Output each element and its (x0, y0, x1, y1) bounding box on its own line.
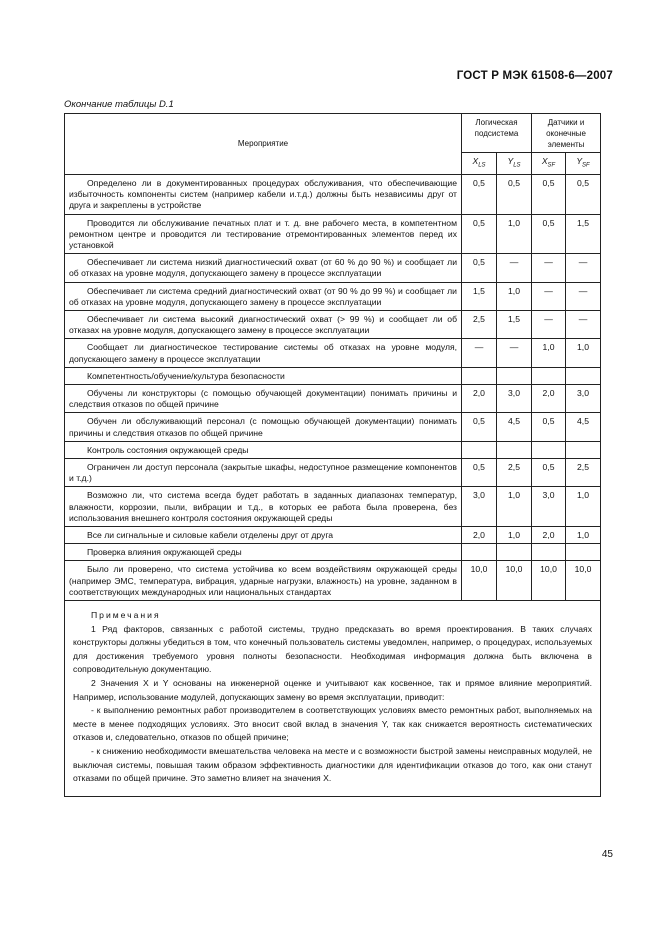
value-cell: 1,0 (497, 527, 532, 544)
value-cell: 2,5 (566, 458, 601, 486)
measure-text: Обучены ли конструкторы (с помощью обучающей документации) понимать причины и следствия отказов по общей причине (65, 384, 462, 412)
value-cell: 0,5 (462, 174, 497, 214)
measures-table (64, 113, 601, 797)
value-cell: 0,5 (532, 174, 566, 214)
value-cell: 1,0 (566, 487, 601, 527)
measure-text: Все ли сигнальные и силовые кабели отделены друг от друга (65, 527, 462, 544)
table-row (65, 254, 601, 282)
value-cell: — (532, 254, 566, 282)
value-cell: — (566, 254, 601, 282)
value-cell: 0,5 (532, 214, 566, 254)
section-title: Контроль состояния окружающей среды (65, 441, 462, 458)
empty-cell (532, 544, 566, 561)
value-cell: — (566, 282, 601, 310)
notes-block (65, 601, 601, 797)
value-cell: 2,0 (462, 384, 497, 412)
value-cell: 1,5 (497, 310, 532, 338)
col-header-y-sf: $Y_{SF}$ (566, 153, 601, 175)
value-cell: 0,5 (566, 174, 601, 214)
value-cell: 2,5 (462, 310, 497, 338)
table-row (65, 174, 601, 214)
col-group-sensors: Датчики и оконечные элементы (532, 114, 601, 153)
measure-text: Возможно ли, что система всегда будет работать в заданных диапазонах температур, влажности, коррозии, пыли, вибрации и т.д., в которых ее работа была проверена, без использования внешнего контроля состояния окружающей среды (65, 487, 462, 527)
empty-cell (532, 441, 566, 458)
section-title: Компетентность/обучение/культура безопасности (65, 367, 462, 384)
measure-text: Проводится ли обслуживание печатных плат и т. д. вне рабочего места, в компетентном ремонтном центре и проводится ли тестирование отремонтированных элементов перед их установкой (65, 214, 462, 254)
col-group-logic-subsystem: Логическая подсистема (462, 114, 532, 153)
section-title: Проверка влияния окружающей среды (65, 544, 462, 561)
col-header-y-ls: $Y_{LS}$ (497, 153, 532, 175)
table-row (65, 487, 601, 527)
value-cell: 1,0 (497, 487, 532, 527)
measure-text: Обеспечивает ли система средний диагностический охват (от 90 % до 99 %) и сообщает ли об отказах на уровне модуля, допускающего замену в процессе эксплуатации (65, 282, 462, 310)
empty-cell (462, 367, 497, 384)
value-cell: 0,5 (462, 458, 497, 486)
value-cell: 2,0 (532, 384, 566, 412)
value-cell: 0,5 (532, 413, 566, 441)
empty-cell (497, 544, 532, 561)
value-cell: 1,0 (497, 214, 532, 254)
col-header-measure: Мероприятие (65, 114, 462, 175)
table-caption: Окончание таблицы D.1 (64, 99, 174, 110)
value-cell: 10,0 (532, 561, 566, 601)
value-cell: 0,5 (462, 214, 497, 254)
empty-cell (497, 441, 532, 458)
document-id: ГОСТ Р МЭК 61508-6—2007 (456, 70, 613, 82)
table-row (65, 561, 601, 601)
empty-cell (532, 367, 566, 384)
value-cell: — (497, 254, 532, 282)
table-row (65, 458, 601, 486)
table-row (65, 214, 601, 254)
value-cell: 10,0 (497, 561, 532, 601)
table-row (65, 527, 601, 544)
measure-text: Было ли проверено, что система устойчива ко всем воздействиям окружающей среды (например ЭМС, температура, вибрация, ударные нагрузки, влажность) на уровне, заданном в соответствующих международных или национальных стандартах (65, 561, 462, 601)
value-cell: 2,0 (532, 527, 566, 544)
value-cell: 3,0 (497, 384, 532, 412)
value-cell: 2,0 (462, 527, 497, 544)
value-cell: — (497, 339, 532, 367)
table-row (65, 310, 601, 338)
measure-text: Сообщает ли диагностическое тестирование системы об отказах на уровне модуля, допускающего замену в процессе эксплуатации (65, 339, 462, 367)
value-cell: 1,5 (566, 214, 601, 254)
note-paragraph: - к снижению необходимости вмешательства человека на месте и с возможности быстрой замены неисправных модулей, не выключая системы, повышая таким образом эффективность диагностики для идентификации отказов до того, как они станут отказами по общей причине. Это заметно влияет на значения X. (73, 745, 593, 784)
value-cell: 3,0 (566, 384, 601, 412)
note-paragraph: 1 Ряд факторов, связанных с работой системы, трудно предсказать во время проектирования. В таких случаях конструкторы должны убедиться в том, что конечный пользователь системы уведомлен, например, о процедурах, используемых для достижения требуемого уровня полноты безопасности. Необходимая информация должна быть включена в сопроводительную документацию. (73, 623, 593, 675)
section-row (65, 544, 601, 561)
value-cell: 10,0 (462, 561, 497, 601)
notes-title: Примечания (91, 610, 161, 621)
value-cell: — (462, 339, 497, 367)
empty-cell (566, 544, 601, 561)
table-row (65, 339, 601, 367)
table-row (65, 413, 601, 441)
empty-cell (462, 441, 497, 458)
value-cell: 1,0 (532, 339, 566, 367)
value-cell: 0,5 (497, 174, 532, 214)
value-cell: — (532, 310, 566, 338)
table-row (65, 282, 601, 310)
measures-table-wrapper (64, 113, 600, 797)
value-cell: — (566, 310, 601, 338)
page-number: 45 (601, 849, 613, 860)
value-cell: 1,0 (497, 282, 532, 310)
value-cell: 2,5 (497, 458, 532, 486)
measure-text: Обучен ли обслуживающий персонал (с помощью обучающей документации) понимать причины и следствия отказов по общей причине (65, 413, 462, 441)
value-cell: 1,0 (566, 527, 601, 544)
measure-text: Обеспечивает ли система высокий диагностический охват (> 99 %) и сообщает ли об отказах на уровне модуля, допускающего замену в процессе эксплуатации (65, 310, 462, 338)
empty-cell (566, 441, 601, 458)
note-paragraph: - к выполнению ремонтных работ производителем в соответствующих условиях вместо ремонтных работ, выполняемых на месте в менее подходящих условиях. Это вносит свой вклад в значения Y, так как снижается вероятность систематических отказов и, следовательно, отказов по общей причине; (73, 705, 593, 743)
measure-text: Ограничен ли доступ персонала (закрытые шкафы, недоступное размещение компонентов и т.д.) (65, 458, 462, 486)
table-row (65, 384, 601, 412)
value-cell: 3,0 (462, 487, 497, 527)
value-cell: 1,0 (566, 339, 601, 367)
value-cell: 0,5 (462, 413, 497, 441)
value-cell: 4,5 (497, 413, 532, 441)
value-cell: 10,0 (566, 561, 601, 601)
value-cell: 1,5 (462, 282, 497, 310)
section-row (65, 441, 601, 458)
col-header-x-ls: $X_{LS}$ (462, 153, 497, 175)
value-cell: 4,5 (566, 413, 601, 441)
col-header-x-sf: $X_{SF}$ (532, 153, 566, 175)
measure-text: Обеспечивает ли система низкий диагностический охват (от 60 % до 90 %) и сообщает ли об отказах на уровне модуля, допускающего замену в процессе эксплуатации (65, 254, 462, 282)
empty-cell (462, 544, 497, 561)
value-cell: 0,5 (532, 458, 566, 486)
empty-cell (497, 367, 532, 384)
value-cell: — (532, 282, 566, 310)
section-row (65, 367, 601, 384)
value-cell: 3,0 (532, 487, 566, 527)
note-paragraph: 2 Значения X и Y основаны на инженерной оценке и учитывают как косвенное, так и прямое влияние мероприятий. Например, использование модулей, допускающих замену во время эксплуатации, приводит: (73, 677, 593, 702)
measure-text: Определено ли в документированных процедурах обслуживания, что обеспечивающие избыточность компоненты систем (например кабели и.т.д.) должны быть независимы друг от друга и закреплены в устройстве (65, 174, 462, 214)
value-cell: 0,5 (462, 254, 497, 282)
empty-cell (566, 367, 601, 384)
